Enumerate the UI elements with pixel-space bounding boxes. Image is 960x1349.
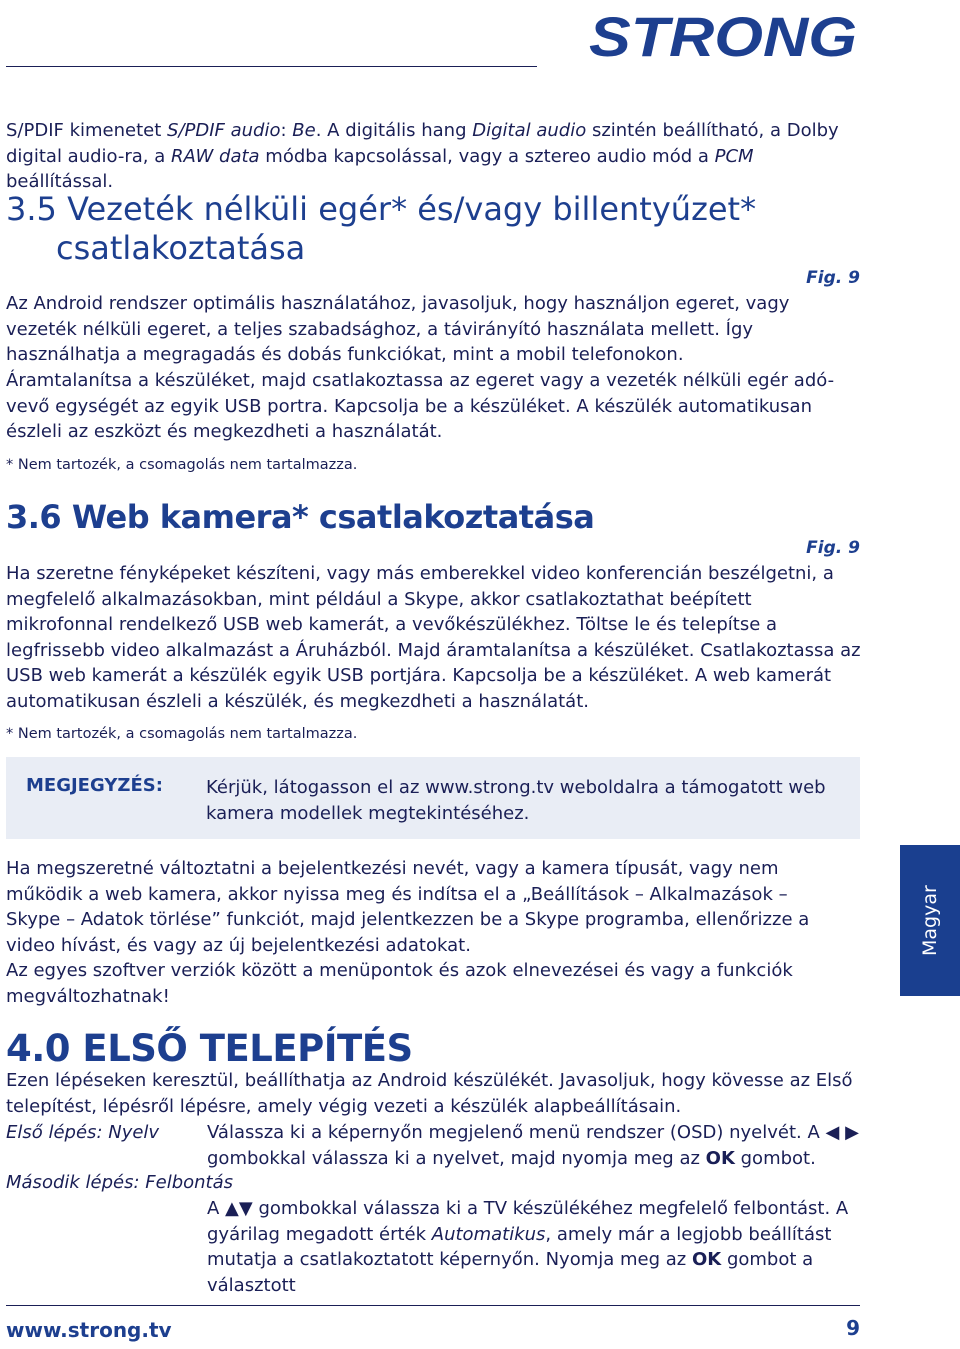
section-4-0-intro: Ezen lépéseken keresztül, beállíthatja az Android készülékét. Javasoljuk, hogy kövesse az Első telepítést, lépésről lépésre, amely végig vezeti a készülék alapbeállításain. xyxy=(6,1070,853,1117)
step1-label: Első lépés: Nyelv xyxy=(6,1122,160,1143)
fig-ref: Fig. 9 xyxy=(806,268,860,288)
after-note-para2: Az egyes szoftver verziók között a menüpontok és azok elnevezései és vagy a funkciók megváltozhatnak! xyxy=(6,960,793,1007)
step2-label: Második lépés: Felbontás xyxy=(6,1172,234,1193)
strong-logo-text: STRONG xyxy=(589,6,857,64)
section-3-6-title: 3.6 Web kamera* csatlakoztatása xyxy=(6,498,595,536)
side-tab-label: Magyar xyxy=(919,885,941,956)
left-right-arrows-icon: ◀ ▶ xyxy=(825,1122,859,1143)
note-label: MEGJEGYZÉS: xyxy=(26,775,163,796)
up-down-arrows-icon: ▲▼ xyxy=(225,1198,253,1219)
footer-rule xyxy=(6,1305,860,1306)
section-4-0-title: 4.0 ELSŐ TELEPÍTÉS xyxy=(6,1027,413,1070)
footnote: * Nem tartozék, a csomagolás nem tartalmazza. xyxy=(6,726,358,742)
fig-ref: Fig. 9 xyxy=(806,538,860,558)
section-3-5-para1: Az Android rendszer optimális használatához, javasoljuk, hogy használjon egeret, vagy vezeték nélküli egeret, a teljes szabadsághoz, a távirányító használata mellett. Így használhatja a megragadás és dobás funkciókat, mint a mobil telefonokon. xyxy=(6,293,790,366)
page-number: 9 xyxy=(846,1316,860,1340)
strong-logo xyxy=(585,6,861,64)
section-3-5-para2: Áramtalanítsa a készüléket, majd csatlakoztassa az egeret vagy a vezeték nélküli egér adó-vevő egységét az egyik USB portra. Kapcsolja be a készüléket. A készülék automatikusan észleli az eszközt és megkezdheti a használatát. xyxy=(6,370,835,443)
section-3-5-title: 3.5 Vezeték nélküli egér* és/vagy billentyűzet* csatlakoztatása xyxy=(6,190,757,267)
intro-paragraph: S/PDIF kimenetet S/PDIF audio: Be. A digitális hang Digital audio szintén beállítható, a Dolby digital audio-ra, a RAW data módba kapcsolással, vagy a sztereo audio mód a PCM beállítással. xyxy=(6,120,839,193)
header-rule xyxy=(6,66,537,67)
language-side-tab xyxy=(900,845,960,996)
step2-text: A ▲▼ gombokkal válassza ki a TV készülékéhez megfelelő felbontást. A gyárilag megadott érték Automatikus, amely már a legjobb beállítást mutatja a csatlakoztatott képernyőn. Nyomja meg az OK gombot a választott xyxy=(207,1198,849,1296)
section-3-6-para: Ha szeretne fényképeket készíteni, vagy más emberekkel video konferencián beszélgetni, a megfelelő alkalmazásokban, mint például a Skype, akkor csatlakoztathat beépített mikrofonnal rendelkező USB web kamerát, a vevőkészülékhez. Töltse le és telepítse a legfrissebb video alkalmazást a Áruházból. Majd áramtalanítsa a készüléket. Csatlakoztassa az USB web kamerát a készülék egyik USB portjára. Kapcsolja be a készüléket. A web kamerát automatikusan észleli a készülék, és megkezdheti a használatát. xyxy=(6,563,861,712)
footnote: * Nem tartozék, a csomagolás nem tartalmazza. xyxy=(6,457,358,473)
note-box xyxy=(6,757,860,839)
footer-url: www.strong.tv xyxy=(6,1318,172,1342)
note-text: Kérjük, látogasson el az www.strong.tv weboldalra a támogatott web kamera modellek megtekintéséhez. xyxy=(206,777,826,824)
after-note-para1: Ha megszeretné változtatni a bejelentkezési nevét, vagy a kamera típusát, vagy nem működik a web kamera, akkor nyissa meg és indítsa el a „Beállítások – Alkalmazások – Skype – Adatok törlése” funkciót, majd jelentkezzen be a Skype programba, ellenőrizze a video hívást, és vagy az új bejelentkezési adatokat. xyxy=(6,858,810,956)
step1-text: Válassza ki a képernyőn megjelenő menü rendszer (OSD) nyelvét. A ◀ ▶ gombokkal válassza ki a nyelvet, majd nyomja meg az OK gombot. xyxy=(207,1122,859,1169)
